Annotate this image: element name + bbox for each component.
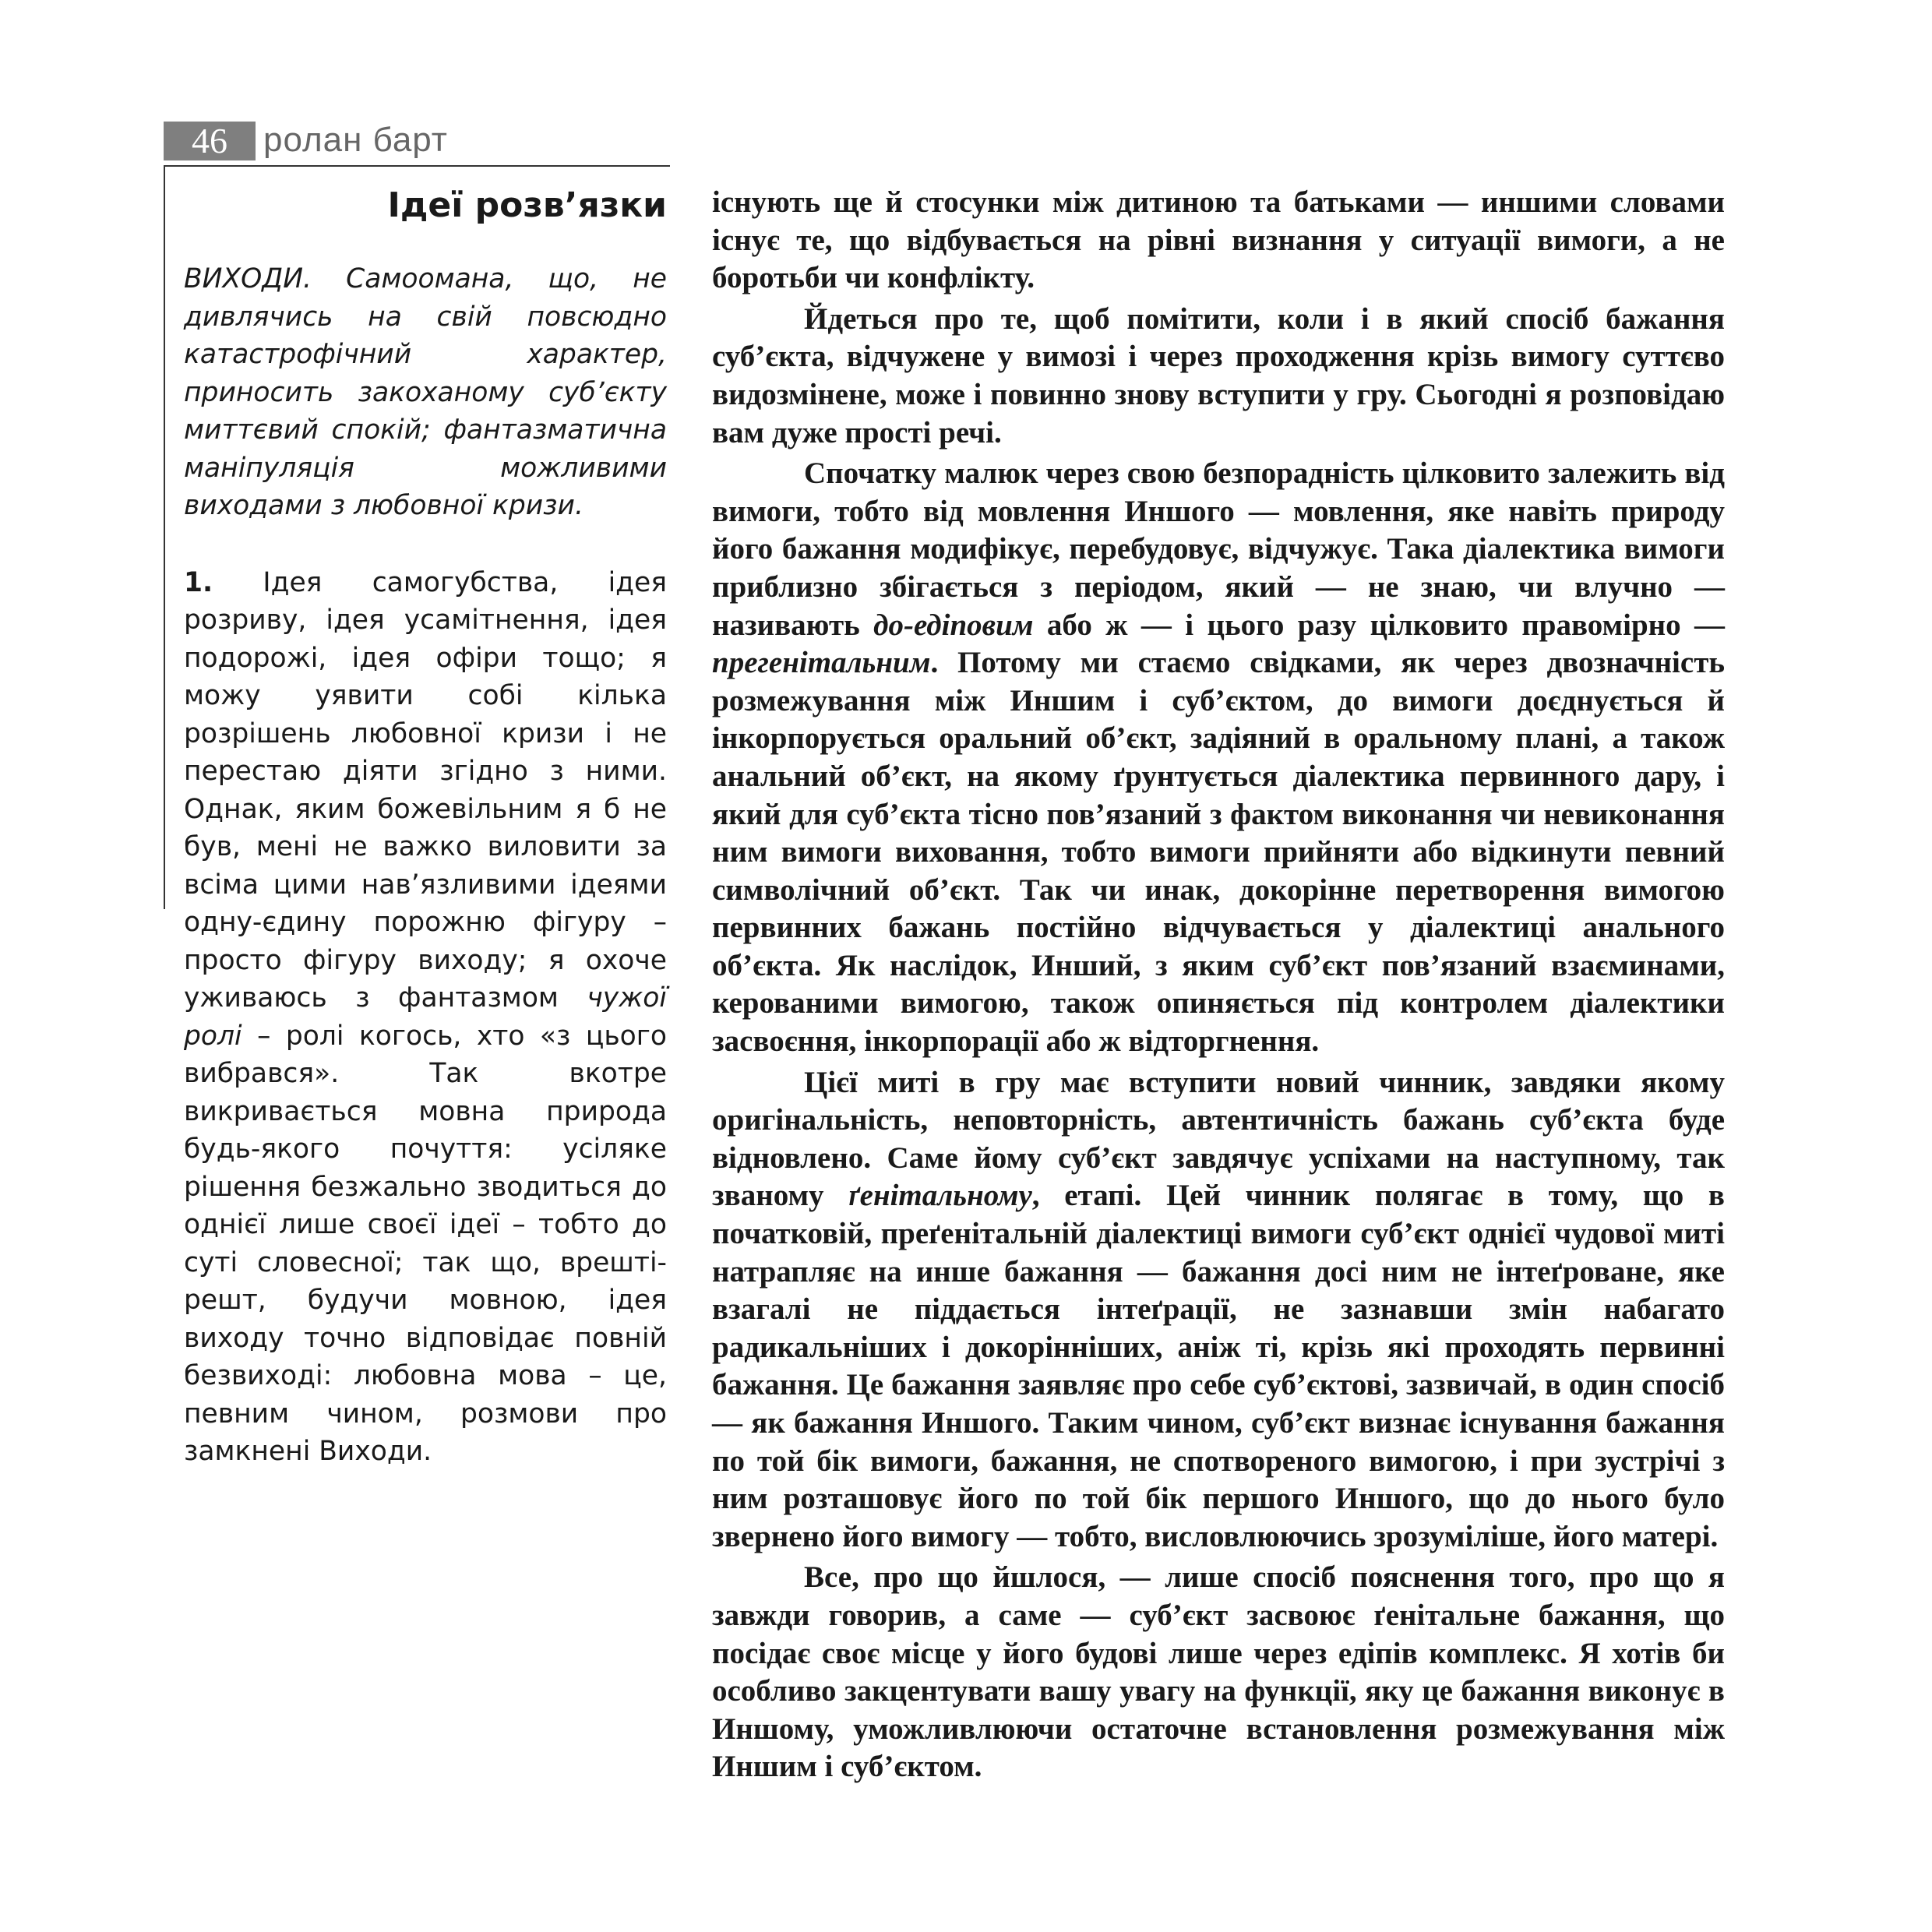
side-rule [164,165,165,909]
definition-text: ВИХОДИ. Самоомана, що, не дивлячись на свій повсюдно катастрофічний характер, приносить закоханому суб’єкту миттєвий спокій; фантазматична маніпуляція можливими виходами з любовної кризи. [184,263,667,521]
paragraph-4 [712,1064,1725,1557]
paragraph-3-c: . Потому ми стаємо свідками, як через двозначність розмежування між Иншим і суб’єктом, до вимоги доєднується й інкорпорується оральний об’єкт, задіяний в оральному плані, а також анальний об’єкт, на якому ґрунтується діалектика первинного дару, і який для суб’єкта тісно пов’язаний з фактом виконання чи невиконання ним вимоги виховання, тобто вимоги прийняти або відкинути певний символічний об’єкт. Так чи инак, докорінне перетворення вимогою первинних бажань постійно відчувається у діалектиці анального об’єкта. Як наслідок, Инший, з яким суб’єкт пов’язаний взаєминами, керованими вимогою, також опиняється під контролем діалектики засвоєння, інкорпорації або ж відторгнення. [712,646,1725,1059]
paragraph-3-em2: прегенітальним [712,646,931,680]
paragraph-1: існують ще й стосунки між дитиною та батьками — иншими словами існує те, що відбувається на рівні визнання у ситуації вимоги, а не боротьби чи конфлікту. [712,185,1725,295]
entry-number: 1. [184,566,213,598]
entry-paragraph [184,564,667,1471]
running-title: ролан барт [263,121,448,159]
right-column [712,184,1725,1789]
left-column [184,184,667,1471]
entry-text-part1: Ідея самогубства, ідея розриву, ідея усамітнення, ідея подорожі, ідея офіри тощо; я можу уявити собі кілька розрішень любовної кризи і не перестаю діяти згідно з ними. Однак, яким божевільним я б не був, мені не важко виловити за всіма цими нав’язливими ідеями одну-єдину порожню фігуру – просто фігуру виходу; я охоче уживаюсь з фантазмом [184,566,667,1014]
page-number: 46 [164,122,256,160]
paragraph-4-em1: ґенітальному [848,1179,1032,1213]
paragraph-3 [712,455,1725,1061]
paragraph-5: Все, про що йшлося, — лише спосіб пояснення того, про що я завжди говорив, а саме — суб’єкт засвоює ґенітальне бажання, що посідає своє місце у його будові лише через едіпів комплекс. Я хотів би особливо закцентувати вашу увагу на функції, яку це бажання виконує в Иншому, уможливлюючи остаточне встановлення розмежування між Иншим і суб’єктом. [712,1560,1725,1784]
paragraph-4-a: Цієї миті в гру має вступити новий чинник, завдяки якому оригінальність, неповторність, автентичність бажань суб’єкта буде відновлено. Саме йому суб’єкт завдячує успіхами на наступному, так званому [712,1065,1725,1213]
entry-text-part2: – ролі когось, хто «з цього вибрався». Так вкотре викривається мовна природа будь-якого почуття: усіляке рішення безжально зводиться до однієї лише своєї ідеї – тобто до суті словесної; так що, врешті-решт, будучи мовною, ідея виходу точно відповідає повній безвиході: любовна мова – це, певним чином, розмови про замкнені Виходи. [184,1020,667,1467]
paragraph-3-a: Спочатку малюк через свою безпорадність цілковито залежить від вимоги, тобто від мовлення Иншого — мовлення, яке навіть природу його бажання модифікує, перебудовує, відчужує. Така діалектика вимоги приблизно збігається з періодом, який — не знаю, чи влучно — називають [712,457,1725,642]
page-header [164,122,448,160]
header-rule [164,165,670,167]
paragraph-4-b: , етапі. Цей чинник полягає в тому, що в початковій, преґенітальній діалектиці вимоги суб’єкт однієї чудової миті натрапляє на инше бажання — бажання досі ним не інтеґроване, яке взагалі не піддається інтеґрації, не зазнавши змін набагато радикальніших і докорінніших, аніж ті, крізь які проходять первинні бажання. Це бажання заявляє про себе суб’єктові, зазвичай, в один спосіб — як бажання Иншого. Таким чином, суб’єкт визнає існування бажання по той бік вимоги, бажання, не спотвореного вимогою, і при зустрічі з ним розташовує його по той бік першого Иншого, що до нього було звернено його вимогу — тобто, висловлюючись зрозуміліше, його матері. [712,1179,1725,1553]
section-title: Ідеї розв’язки [387,185,667,225]
paragraph-3-em1: до-едіповим [873,608,1034,642]
paragraph-3-b: або ж — і цього разу цілковито правомірно — [1033,608,1725,642]
paragraph-2: Йдеться про те, щоб помітити, коли і в який спосіб бажання суб’єкта, відчужене у вимозі і через проходження крізь вимогу суттєво видозмінене, може і повинно знову вступити у гру. Сьогодні я розповідаю вам дуже прості речі. [712,301,1725,450]
entry-emphasis: чужої ролі [184,982,667,1052]
